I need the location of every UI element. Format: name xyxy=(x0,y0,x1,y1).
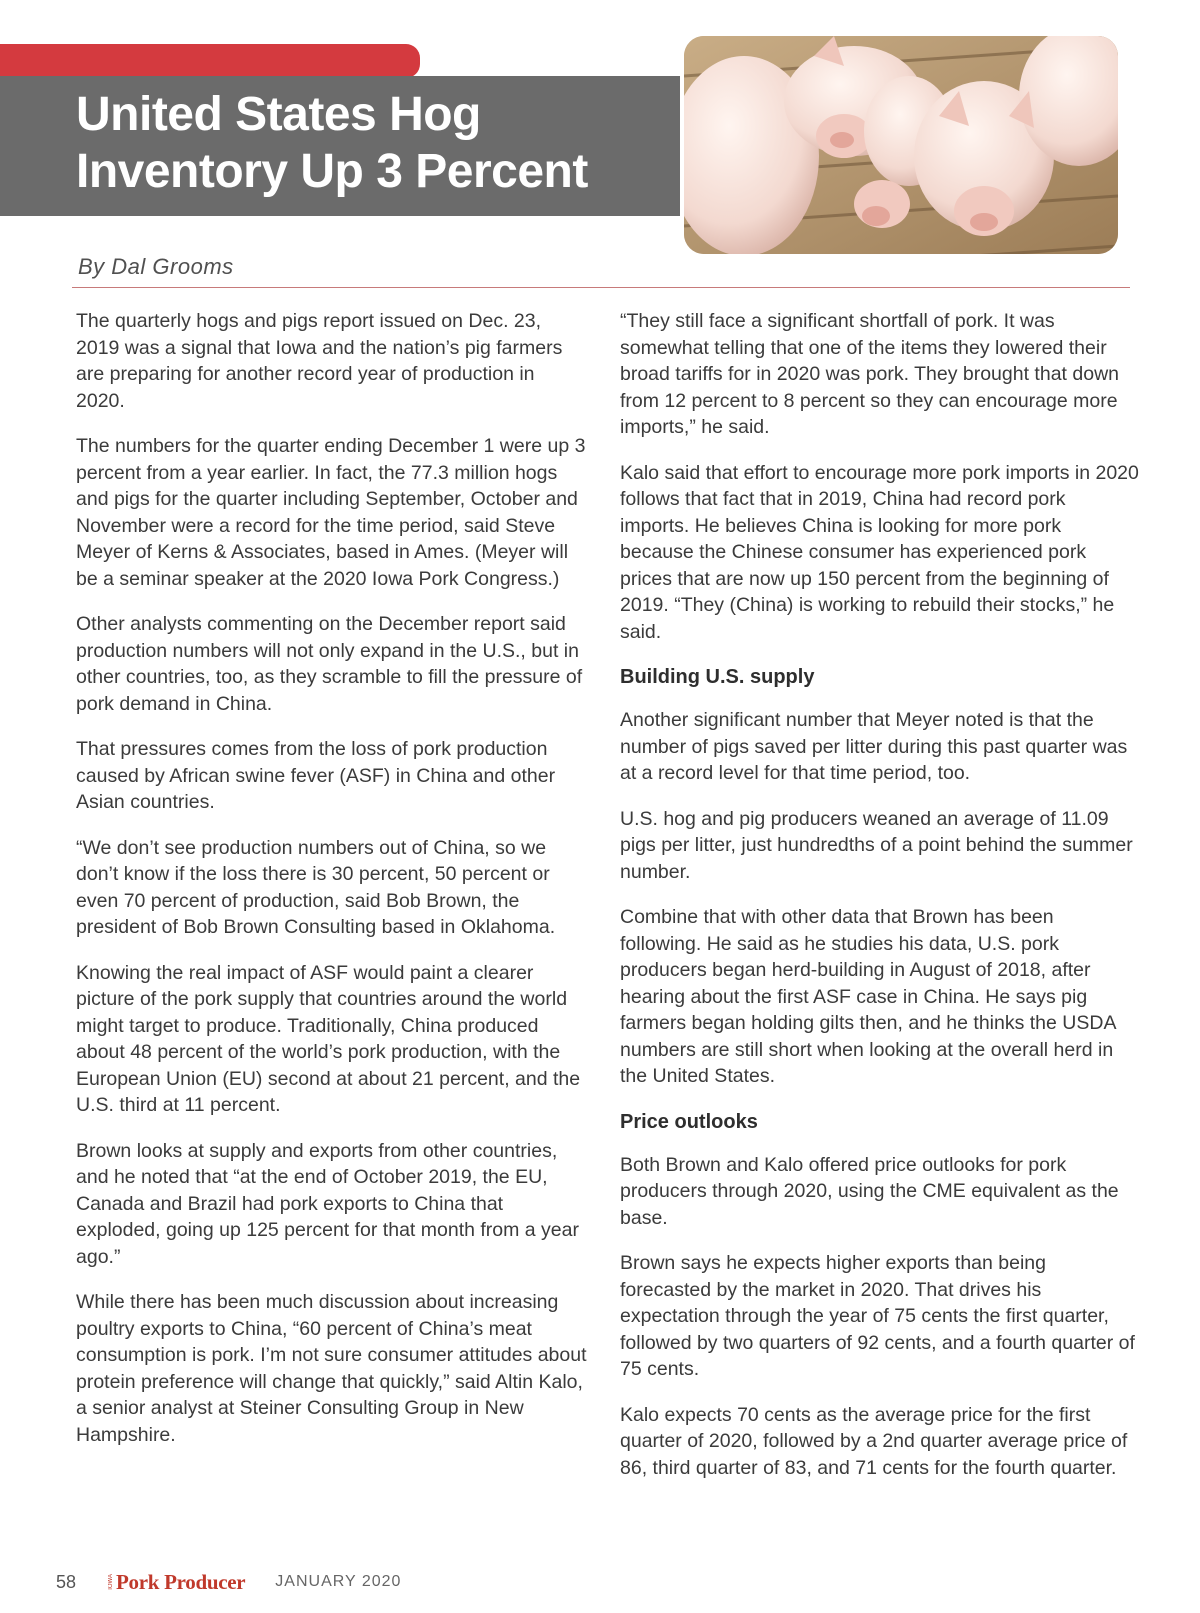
paragraph: That pressures comes from the loss of pork production caused by African swine fever (ASF) in China and other Asian countries. xyxy=(76,738,556,813)
paragraph: U.S. hog and pig producers weaned an average of 11.09 pigs per litter, just hundredths of a point behind the summer number. xyxy=(620,807,1133,883)
paragraph: Both Brown and Kalo offered price outlooks for pork producers through 2020, using the CME equivalent as the base. xyxy=(620,1153,1119,1229)
paragraph: Brown says he expects higher exports than being forecasted by the market in 2020. That drives his expectation through the year of 75 cents the first quarter, followed by two quarters of 92 cents, and a fourth quarter of 75 cents. xyxy=(620,1252,1135,1380)
paragraph: The numbers for the quarter ending December 1 were up 3 percent from a year earlier. In fact, the 77.3 million hogs and pigs for the quarter including September, October and November were a record for the time period, said Steve Meyer of Kerns & Associates, based in Ames. (Meyer will be a seminar speaker at the 2020 Iowa Pork Congress.) xyxy=(76,435,586,590)
paragraph: Combine that with other data that Brown has been following. He said as he studies his data, U.S. pork producers began herd-building in August of 2018, after hearing about the first ASF case in China. He says pig farmers began holding gilts then, and he thinks the USDA numbers are still short when looking at the overall herd in the United States. xyxy=(620,906,1116,1087)
paragraph: “We don’t see production numbers out of China, so we don’t know if the loss there is 30 percent, 50 percent or even 70 percent of production, said Bob Brown, the president of Bob Brown Consulting based in Oklahoma. xyxy=(76,836,556,938)
logo-prefix: IOWA xyxy=(108,1574,114,1590)
pigs-image xyxy=(684,36,1118,254)
accent-bar xyxy=(0,44,420,78)
left-column xyxy=(76,308,588,1467)
paragraph: Knowing the real impact of ASF would paint a clearer picture of the pork supply that countries around the world might target to produce. Traditionally, China produced about 48 percent of the world’s pork production, with the European Union (EU) second at about 21 percent, and the U.S. third at 11 percent. xyxy=(76,961,581,1116)
paragraph: Brown looks at supply and exports from other countries, and he noted that “at the end of October 2019, the EU, Canada and Brazil had pork exports to China that exploded, going up 125 percent for that month from a year ago.” xyxy=(76,1139,579,1268)
section-heading: Building U.S. supply xyxy=(620,666,815,688)
divider xyxy=(72,287,1130,288)
article-title: United States Hog Inventory Up 3 Percent xyxy=(76,88,588,198)
paragraph: “They still face a significant shortfall of pork. It was somewhat telling that one of the items they lowered their broad tariffs for in 2020 was pork. They brought that down from 12 percent to 8 percent so they can encourage more imports,” he said. xyxy=(620,310,1119,438)
paragraph: Kalo expects 70 cents as the average price for the first quarter of 2020, followed by a 2nd quarter average price of 86, third quarter of 83, and 71 cents for the fourth quarter. xyxy=(620,1403,1128,1479)
paragraph: Another significant number that Meyer noted is that the number of pigs saved per litter during this past quarter was at a record level for that time period, too. xyxy=(620,709,1128,784)
header-photo xyxy=(684,36,1118,254)
paragraph: The quarterly hogs and pigs report issued on Dec. 23, 2019 was a signal that Iowa and the nation’s pig farmers are preparing for another record year of production in 2020. xyxy=(76,310,563,412)
issue-date: JANUARY 2020 xyxy=(275,1573,402,1590)
paragraph: Other analysts commenting on the December report said production numbers will not only expand in the U.S., but in other countries, too, as they scramble to fill the pressure of pork demand in China. xyxy=(76,613,583,715)
section-heading: Price outlooks xyxy=(620,1110,758,1133)
page-footer xyxy=(56,1568,401,1596)
right-column xyxy=(620,308,1140,1500)
page-number: 58 xyxy=(56,1571,77,1592)
magazine-logo xyxy=(108,1570,245,1595)
byline: By Dal Grooms xyxy=(78,254,234,279)
logo-text: Pork Producer xyxy=(116,1569,246,1594)
paragraph: While there has been much discussion about increasing poultry exports to China, “60 percent of China’s meat consumption is pork. I’m not sure consumer attitudes about protein preference will change that quickly,” said Altin Kalo, a senior analyst at Steiner Consulting Group in New Hampshire. xyxy=(76,1291,587,1446)
paragraph: Kalo said that effort to encourage more pork imports in 2020 follows that fact that in 2019, China had record pork imports. He believes China is looking for more pork because the Chinese consumer has experienced pork prices that are now up 150 percent from the beginning of 2019. “They (China) is working to rebuild their stocks,” he said. xyxy=(620,461,1139,643)
